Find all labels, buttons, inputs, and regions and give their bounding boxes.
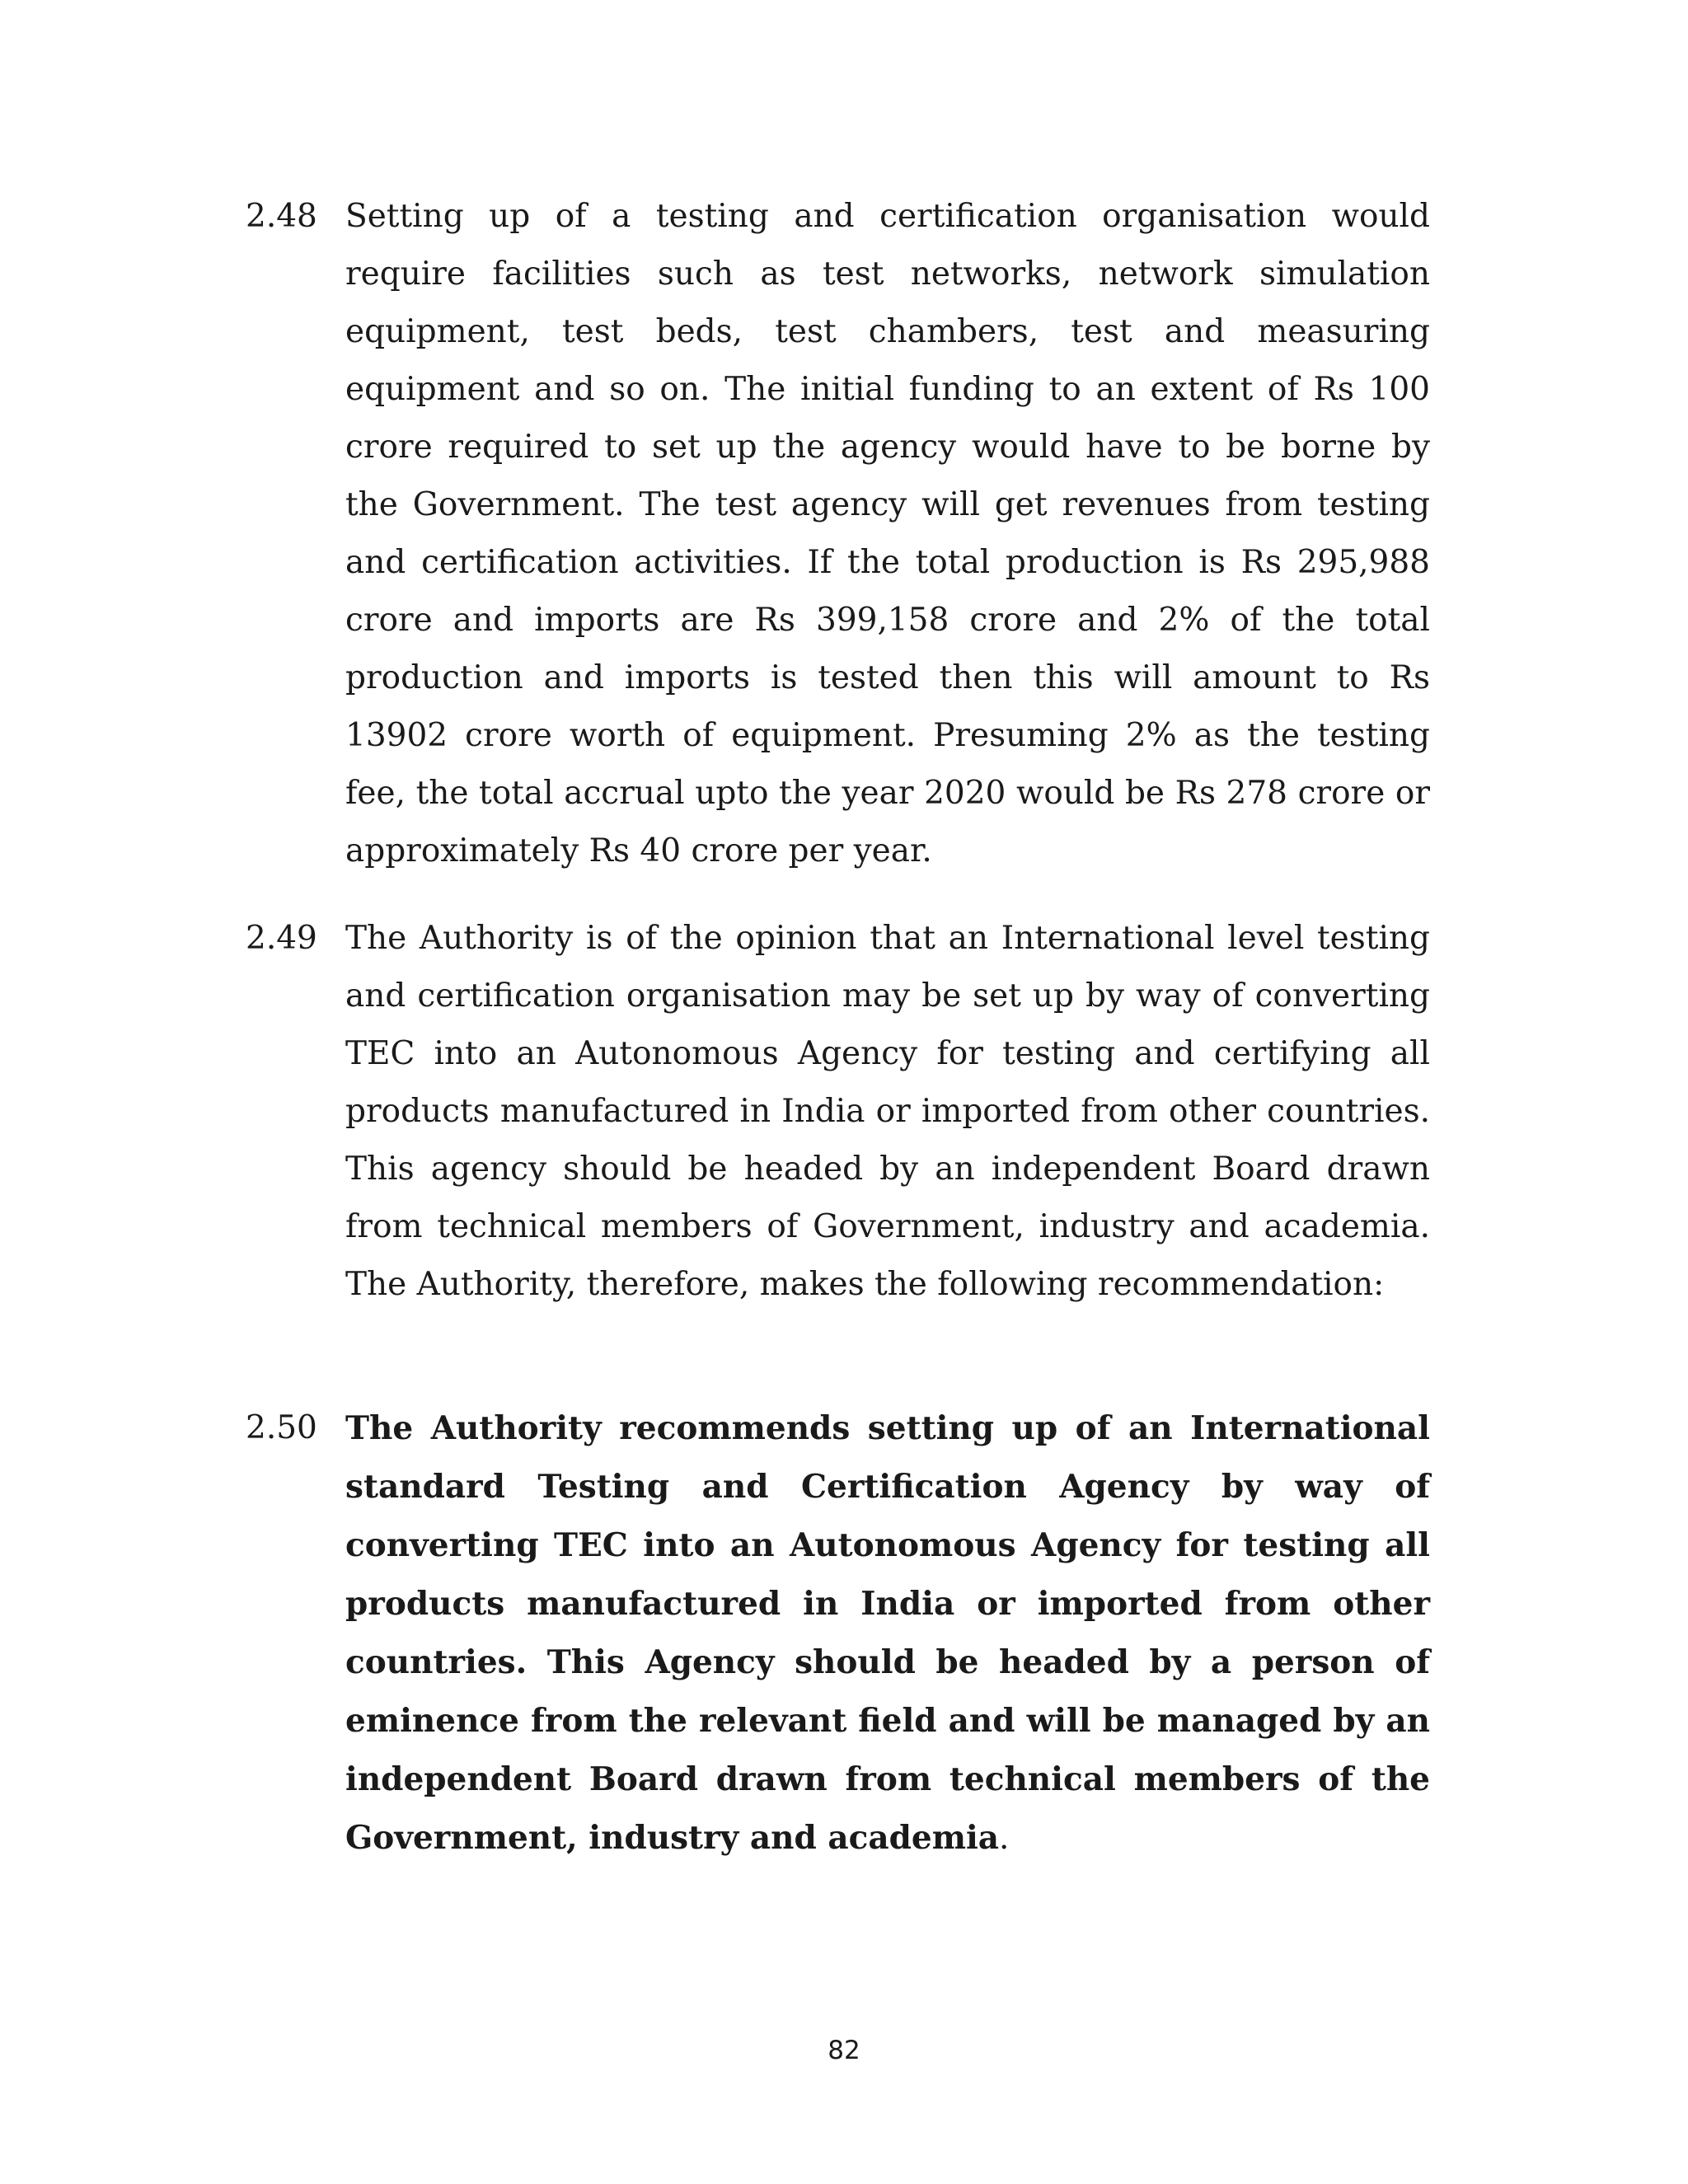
paragraph-number: 2.50	[246, 1409, 317, 1446]
page-number: 82	[828, 2036, 860, 2065]
paragraph-2-49	[246, 910, 1430, 1314]
paragraph-2-48	[246, 188, 1430, 880]
paragraph-text: Setting up of a testing and certification organisation would require facilities such as test networks, network simulation equipment, test beds, test chambers, test and measuring equipment and so on. The initial funding to an extent of Rs 100 crore required to set up the agency would have to be borne by the Government. The test agency will get revenues from testing and certification activities. If the total production is Rs 295,988 crore and imports are Rs 399,158 crore and 2% of the total production and imports is tested then this will amount to Rs 13902 crore worth of equipment. Presuming 2% as the testing fee, the total accrual upto the year 2020 would be Rs 278 crore or approximately Rs 40 crore per year.	[345, 198, 1430, 869]
recommendation-text	[345, 1399, 1430, 1868]
paragraph-2-50-recommendation	[246, 1399, 1430, 1868]
recommendation-bold-text: The Authority recommends setting up of an International standard Testing and Certification Agency by way of converting TEC into an Autonomous Agency for testing all products manufactured in India or imported from other countries. This Agency should be headed by a person of eminence from the relevant field and will be managed by an independent Board drawn from technical members of the Government, industry and academia	[345, 1409, 1430, 1857]
paragraph-text: The Authority is of the opinion that an International level testing and certification organisation may be set up by way of converting TEC into an Autonomous Agency for testing and certifying all products manufactured in India or imported from other countries. This agency should be headed by an independent Board drawn from technical members of Government, industry and academia. The Authority, therefore, makes the following recommendation:	[345, 920, 1430, 1303]
paragraph-number: 2.49	[246, 920, 317, 957]
recommendation-period: .	[999, 1820, 1010, 1857]
paragraph-number: 2.48	[246, 198, 317, 235]
